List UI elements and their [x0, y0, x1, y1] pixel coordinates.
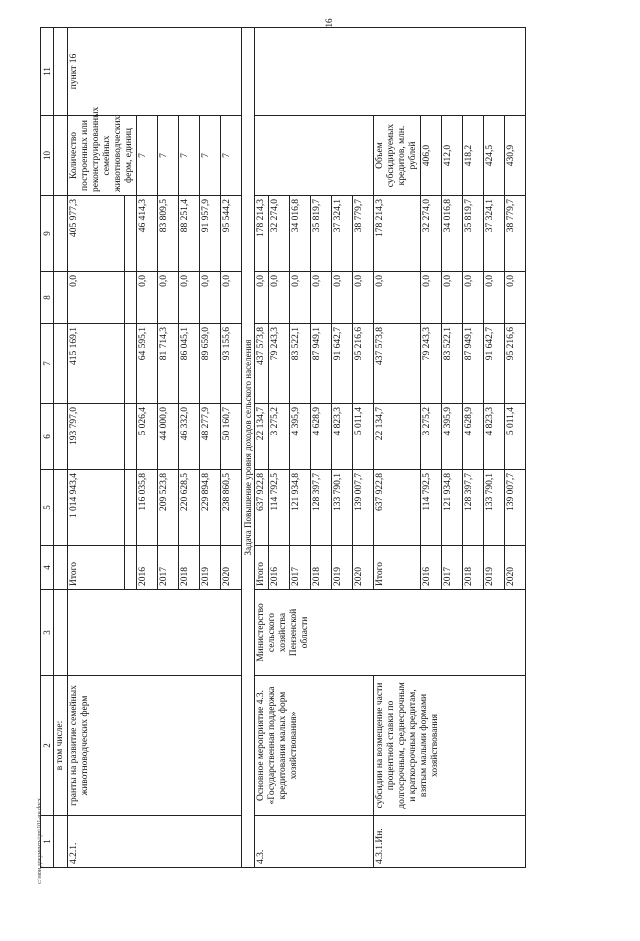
cell-value: 4 395,9: [290, 404, 311, 470]
col-num: 10: [41, 116, 54, 196]
page-number: 16: [324, 18, 334, 28]
cell-value: 95 216,6: [353, 324, 374, 404]
cell-value: 0,0: [255, 272, 269, 324]
cell-value: 79 243,3: [420, 324, 441, 404]
cell-value: 7: [220, 116, 241, 196]
cell-value: 79 243,3: [269, 324, 290, 404]
cell-value: 114 792,5: [269, 470, 290, 546]
cell-value: 133 790,1: [483, 470, 504, 546]
cell-value: 1 014 943,4: [68, 470, 124, 546]
total-label: Итого: [68, 546, 124, 590]
cell-value: 220 628,5: [178, 470, 199, 546]
cell-value: 0,0: [290, 272, 311, 324]
col-num: 6: [41, 404, 54, 470]
table-row: [374, 28, 421, 868]
cell-value: 139 007,7: [504, 470, 525, 546]
col-num: 1: [41, 816, 54, 868]
cell-value: 0,0: [220, 272, 241, 324]
cell-value: 7: [157, 116, 178, 196]
cell-value: 34 016,8: [290, 196, 311, 272]
executor: Министерство сельского хозяйства Пензенской области: [255, 590, 526, 676]
cell-value: 3 275,2: [420, 404, 441, 470]
cell-value: 87 949,1: [311, 324, 332, 404]
col-num: 2: [41, 676, 54, 816]
year: 2017: [441, 546, 462, 590]
cell-value: 44 000,0: [157, 404, 178, 470]
cell-value: 38 779,7: [504, 196, 525, 272]
cell-value: 89 659,0: [199, 324, 220, 404]
cell-value: 0,0: [178, 272, 199, 324]
table-row: [68, 28, 124, 868]
cell-value: 87 949,1: [462, 324, 483, 404]
row-number: 4.3.1.Ин.: [374, 816, 526, 868]
cell-value: 209 523,8: [157, 470, 178, 546]
cell-value: 121 934,8: [441, 470, 462, 546]
col-num: 4: [41, 546, 54, 590]
year: 2020: [220, 546, 241, 590]
in-that-number-label: в том числе:: [54, 676, 68, 816]
cell-value: 7: [136, 116, 157, 196]
cell-value: 0,0: [441, 272, 462, 324]
cell-value: 81 714,3: [157, 324, 178, 404]
rotated-table-container: [40, 28, 600, 868]
cell-value: 128 397,7: [311, 470, 332, 546]
cell-value: 405 977,3: [68, 196, 124, 272]
cell-value: 139 007,7: [353, 470, 374, 546]
total-label: Итого: [255, 546, 269, 590]
cell-value: 0,0: [68, 272, 124, 324]
year: 2018: [462, 546, 483, 590]
indicator-name: Количество построенных или реконструированных семейных животноводческих ферм, единиц: [68, 116, 137, 196]
cell-value: 46 414,3: [136, 196, 157, 272]
activity-name: субсидии на возмещение части процентной ставки по долгосрочным, среднесрочным и краткосрочным кредитам, взятым малыми формами хозяйствования: [374, 676, 526, 816]
cell-value: 0,0: [353, 272, 374, 324]
cell-value: 4 823,3: [483, 404, 504, 470]
cell-value: 5 026,4: [136, 404, 157, 470]
cell-value: 32 274,0: [269, 196, 290, 272]
cell-value: 0,0: [311, 272, 332, 324]
cell-value: 37 324,1: [332, 196, 353, 272]
year: 2016: [269, 546, 290, 590]
year: 2017: [157, 546, 178, 590]
table-row: [255, 28, 269, 868]
cell-value: 0,0: [136, 272, 157, 324]
cell-value: 128 397,7: [462, 470, 483, 546]
cell-value: 93 155,6: [220, 324, 241, 404]
cell-value: 83 809,5: [157, 196, 178, 272]
cell-value: 229 894,8: [199, 470, 220, 546]
cell-value: 418,2: [462, 116, 483, 196]
cell-value: 4 628,9: [462, 404, 483, 470]
cell-value: 64 595,1: [136, 324, 157, 404]
cell-value: 88 251,4: [178, 196, 199, 272]
cell-value: 637 922,8: [374, 470, 421, 546]
cell-value: 48 277,9: [199, 404, 220, 470]
year: 2019: [199, 546, 220, 590]
activity-name: Основное мероприятие 4.3. «Государственная поддержка кредитования малых форм хозяйствования»: [255, 676, 374, 816]
year: 2019: [483, 546, 504, 590]
cell-value: 0,0: [504, 272, 525, 324]
col-num: 7: [41, 324, 54, 404]
cell-value: 22 134,7: [374, 404, 421, 470]
cell-value: 121 934,8: [290, 470, 311, 546]
cell-value: 437 573,8: [374, 324, 421, 404]
cell-value: 0,0: [374, 272, 421, 324]
cell-value: 37 324,1: [483, 196, 504, 272]
cell-value: 86 045,1: [178, 324, 199, 404]
cell-value: 32 274,0: [420, 196, 441, 272]
cell-value: 430,9: [504, 116, 525, 196]
col-num: 9: [41, 196, 54, 272]
cell-value: 5 011,4: [504, 404, 525, 470]
cell-value: 637 922,8: [255, 470, 269, 546]
cell-value: 0,0: [332, 272, 353, 324]
cell-value: 0,0: [199, 272, 220, 324]
cell-value: 4 823,3: [332, 404, 353, 470]
cell-value: 35 819,7: [462, 196, 483, 272]
cell-value: 0,0: [269, 272, 290, 324]
cell-value: 415 169,1: [68, 324, 124, 404]
cell-value: 46 332,0: [178, 404, 199, 470]
cell-value: 412,0: [441, 116, 462, 196]
year: 2017: [290, 546, 311, 590]
task-title: Задача Повышение уровня доходов сельского населения: [241, 28, 254, 868]
year: 2020: [353, 546, 374, 590]
note: пункт 16: [68, 28, 242, 116]
cell-value: 178 214,3: [374, 196, 421, 272]
cell-value: 4 395,9: [441, 404, 462, 470]
cell-value: 95 216,6: [504, 324, 525, 404]
row-number: 4.3.: [255, 816, 374, 868]
cell-value: 7: [178, 116, 199, 196]
cell-value: 50 160,7: [220, 404, 241, 470]
cell-value: 95 544,2: [220, 196, 241, 272]
cell-value: 38 779,7: [353, 196, 374, 272]
total-label: Итого: [374, 546, 421, 590]
cell-value: 91 642,7: [332, 324, 353, 404]
cell-value: 0,0: [420, 272, 441, 324]
cell-value: 193 797,0: [68, 404, 124, 470]
cell-value: 34 016,8: [441, 196, 462, 272]
footer-file-path: c:\мои документы\рп\101-ии.docx: [37, 798, 43, 884]
table-row: [54, 28, 68, 868]
cell-value: 178 214,3: [255, 196, 269, 272]
cell-value: 424,5: [483, 116, 504, 196]
col-num: 3: [41, 590, 54, 676]
col-num: 5: [41, 470, 54, 546]
cell-value: 116 035,8: [136, 470, 157, 546]
cell-value: 406,0: [420, 116, 441, 196]
col-num: 11: [41, 28, 54, 116]
cell-value: 0,0: [462, 272, 483, 324]
cell-value: 91 642,7: [483, 324, 504, 404]
cell-value: 91 957,9: [199, 196, 220, 272]
cell-value: 437 573,8: [255, 324, 269, 404]
cell-value: 83 522,1: [441, 324, 462, 404]
year: 2018: [178, 546, 199, 590]
year: 2016: [420, 546, 441, 590]
cell-value: 7: [199, 116, 220, 196]
col-num: 8: [41, 272, 54, 324]
cell-value: 0,0: [483, 272, 504, 324]
cell-value: 114 792,5: [420, 470, 441, 546]
year: 2018: [311, 546, 332, 590]
year: 2019: [332, 546, 353, 590]
cell-value: 133 790,1: [332, 470, 353, 546]
indicator-name: Объем субсидируемых кредитов, млн. рублей: [374, 116, 421, 196]
cell-value: 238 860,5: [220, 470, 241, 546]
cell-value: 35 819,7: [311, 196, 332, 272]
cell-value: 3 275,2: [269, 404, 290, 470]
cell-value: 83 522,1: [290, 324, 311, 404]
cell-value: 4 628,9: [311, 404, 332, 470]
cell-value: 22 134,7: [255, 404, 269, 470]
activity-name: гранты на развитие семейных животноводческих ферм: [68, 676, 242, 816]
year: 2020: [504, 546, 525, 590]
row-number: 4.2.1.: [68, 816, 242, 868]
cell-value: 0,0: [157, 272, 178, 324]
cell-value: 5 011,4: [353, 404, 374, 470]
year: 2016: [136, 546, 157, 590]
task-row: [241, 28, 254, 868]
program-table: [40, 27, 526, 868]
